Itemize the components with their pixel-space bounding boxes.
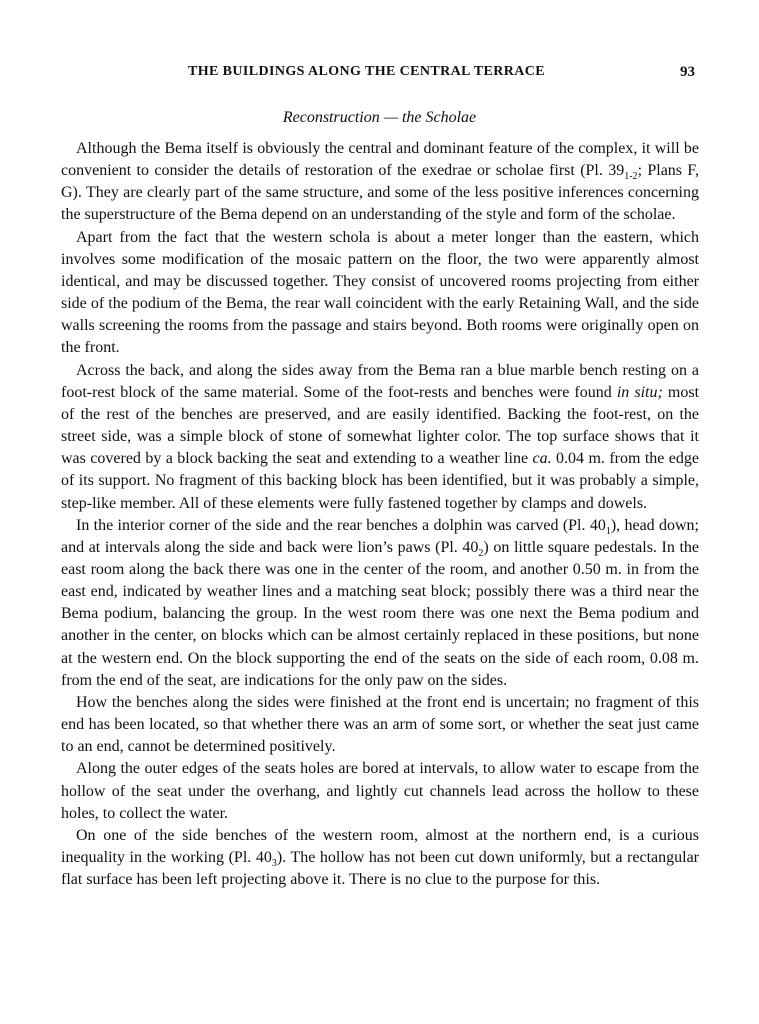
text-run: ). The hollow has not been cut down uniformly, but a rectangular flat surface has been left projecting above it. There is no clue to the purpose for this.	[61, 849, 699, 889]
subscript-run: 2	[478, 548, 484, 559]
paragraph	[61, 758, 699, 824]
text-run: ; Plans F, G). They are clearly part of the same structure, and some of the less positive inferences concerning the superstructure of the Bema depend on an understanding of the style and form of the scholae.	[61, 162, 700, 224]
text-run: 0.04 m. from the edge of its support. No fragment of this backing block has been identified, but it was probably a simple, step-like member. All of these elements were fully fastened together by clamps and dowels.	[61, 450, 700, 512]
text-run: Along the outer edges of the seats holes are bored at intervals, to allow water to escape from the hollow of the seat under the overhang, and lightly cut channels lead across the hollow to these holes, to collect the water.	[61, 760, 699, 822]
subscript-run: 3	[271, 858, 277, 870]
subscript-run: 1-2	[624, 171, 638, 183]
text-run: In the interior corner of the side and the rear benches a dolphin was carved (Pl. 40	[76, 516, 606, 534]
text-run: Apart from the fact that the western schola is about a meter longer than the eastern, which involves some modification of the mosaic pattern on the floor, the two were apparently almost identical, and may be discussed together. They consist of uncovered rooms projecting from either side of the podium of the Bema, the rear wall coincident with the early Retaining Wall, and the side walls screening the rooms from the passage and stairs beyond. Both rooms were originally open on the front.	[61, 228, 699, 357]
paragraph	[61, 360, 699, 515]
text-run: On one of the side benches of the western room, almost at the northern end, is a curious inequality in the working (Pl. 40	[61, 826, 699, 866]
paragraph	[61, 692, 699, 758]
paragraph	[61, 138, 699, 227]
text-run: ), head down; and at intervals along the side and back were lion’s paws (Pl. 40	[61, 516, 699, 556]
body-text	[61, 138, 699, 891]
subscript-run: 1	[605, 525, 611, 537]
running-title: THE BUILDINGS ALONG THE CENTRAL TERRACE	[188, 64, 546, 79]
italic-run: in situ;	[616, 383, 663, 401]
italic-run: ca.	[532, 450, 552, 468]
text-run: ) on little square pedestals. In the east room along the back there was one in the center of the room, and another 0.50 m. in from the east end, indicated by weather lines and a matching seat block; possibly there was a third near the Bema podium, balancing the group. In the west room there was one next the Bema podium and another in the center, on blocks which can be almost certainly replaced in these positions, but none at the western end. On the block supporting the end of the seats on the side of each room, 0.08 m. from the end of the seat, are indications for the only paw on the sides.	[61, 538, 700, 689]
text-run: Across the back, and along the sides away from the Bema ran a blue marble bench resting on a foot-rest block of the same material. Some of the foot-rests and benches were found	[61, 361, 699, 401]
section-heading: Reconstruction — the Scholae	[282, 109, 477, 126]
running-head	[0, 64, 759, 82]
text-run: most of the rest of the benches are preserved, and are easily identified. Backing the foot-rest, on the street side, was a simple block of stone of somewhat lighter color. The top surface shows that it was covered by a block backing the seat and extending to a weather line	[61, 383, 700, 468]
paragraph	[61, 227, 699, 360]
paragraph	[61, 825, 699, 891]
text-run: Although the Bema itself is obviously the central and dominant feature of the complex, it will be convenient to consider the details of restoration of the exedrae or scholae first (Pl. 39	[61, 140, 699, 180]
page-number: 93	[680, 64, 695, 80]
paragraph	[61, 515, 699, 692]
text-run: How the benches along the sides were finished at the front end is uncertain; no fragment of this end has been located, so that whether there was an arm of some sort, or whether the seat just came to an end, cannot be determined positively.	[61, 693, 699, 756]
